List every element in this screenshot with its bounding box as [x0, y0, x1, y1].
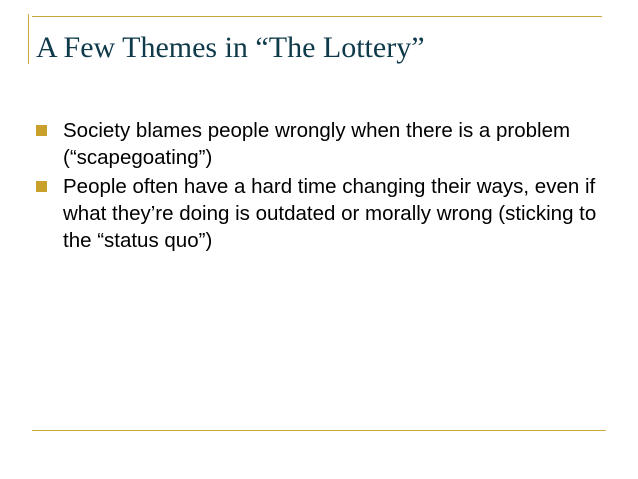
bullet-text: People often have a hard time changing their ways, even if what they’re doing is outdated or morally wrong (sticking to the “status quo”): [63, 175, 597, 252]
bullet-item: [36, 173, 616, 254]
left-divider: [28, 14, 29, 64]
bullet-text: Society blames people wrongly when there is a problem (“scapegoating”): [63, 119, 571, 169]
bullet-list: [36, 117, 616, 256]
bullet-item: [36, 117, 616, 171]
square-bullet-icon: [36, 181, 47, 192]
bottom-divider: [32, 430, 606, 431]
square-bullet-icon: [36, 125, 47, 136]
slide-title: A Few Themes in “The Lottery”: [36, 31, 425, 64]
top-divider: [32, 16, 602, 17]
